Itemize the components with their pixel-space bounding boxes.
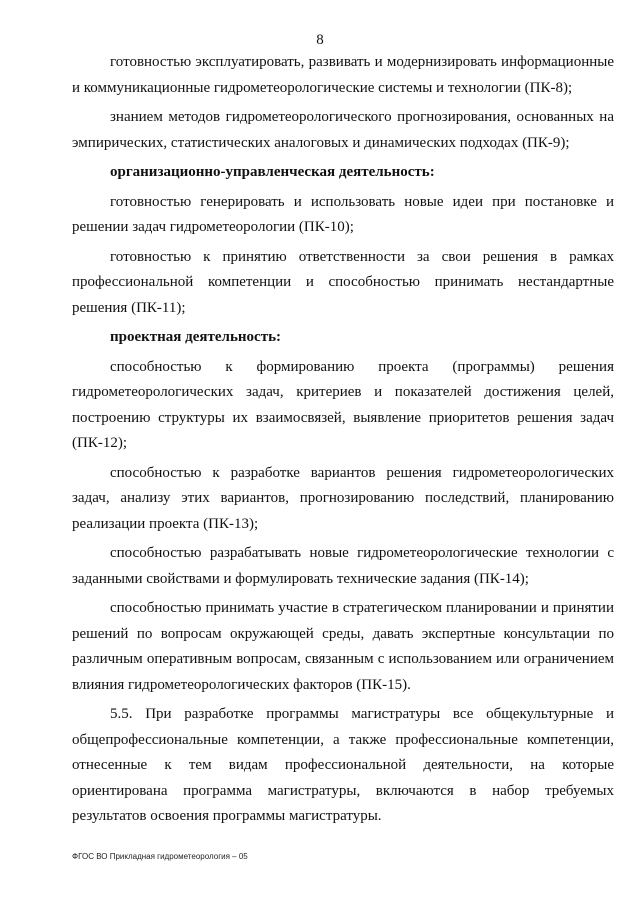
paragraph-pk-10: готовностью генерировать и использовать новые идеи при постановке и решении задач гидрометеорологии (ПК-10); bbox=[72, 193, 614, 235]
paragraph-5-5: 5.5. При разработке программы магистратуры все общекультурные и общепрофессиональные компетенции, а также профессиональные компетенции, отнесенные к тем видам профессиональной деятельности, на которые ориентирована программа магистратуры, включаются в набор требуемых результатов освоения программы магистратуры. bbox=[72, 706, 614, 824]
section-heading-organizational: организационно-управленческая деятельность: bbox=[110, 164, 435, 180]
page-footer: ФГОС ВО Прикладная гидрометеорология – 05 bbox=[72, 852, 248, 861]
paragraph-pk-13: способностью к разработке вариантов решения гидрометеорологических задач, анализу этих вариантов, прогнозированию последствий, планированию реализации проекта (ПК-13); bbox=[72, 464, 614, 532]
document-body bbox=[72, 50, 614, 834]
paragraph-pk-15: способностью принимать участие в стратегическом планировании и принятии решений по вопросам окружающей среды, давать экспертные консультации по различным оперативным вопросам, связанным с использованием или ограничением влияния гидрометеорологических факторов (ПК-15). bbox=[72, 600, 614, 693]
paragraph-pk-9: знанием методов гидрометеорологического прогнозирования, основанных на эмпирических, статистических аналоговых и динамических подходах (ПК-9); bbox=[72, 109, 614, 151]
paragraph-pk-11: готовностью к принятию ответственности за свои решения в рамках профессиональной компетенции и способностью принимать нестандартные решения (ПК-11); bbox=[72, 248, 614, 316]
paragraph-pk-8: готовностью эксплуатировать, развивать и модернизировать информационные и коммуникационные гидрометеорологические системы и технологии (ПК-8); bbox=[72, 54, 614, 96]
paragraph-pk-14: способностью разрабатывать новые гидрометеорологические технологии с заданными свойствами и формулировать технические задания (ПК-14); bbox=[72, 545, 614, 587]
section-heading-project: проектная деятельность: bbox=[110, 329, 281, 345]
paragraph-pk-12: способностью к формированию проекта (программы) решения гидрометеорологических задач, критериев и показателей достижения целей, построению структуры их взаимосвязей, выявление приоритетов решения задач (ПК-12); bbox=[72, 358, 614, 451]
page-number: 8 bbox=[316, 32, 324, 48]
